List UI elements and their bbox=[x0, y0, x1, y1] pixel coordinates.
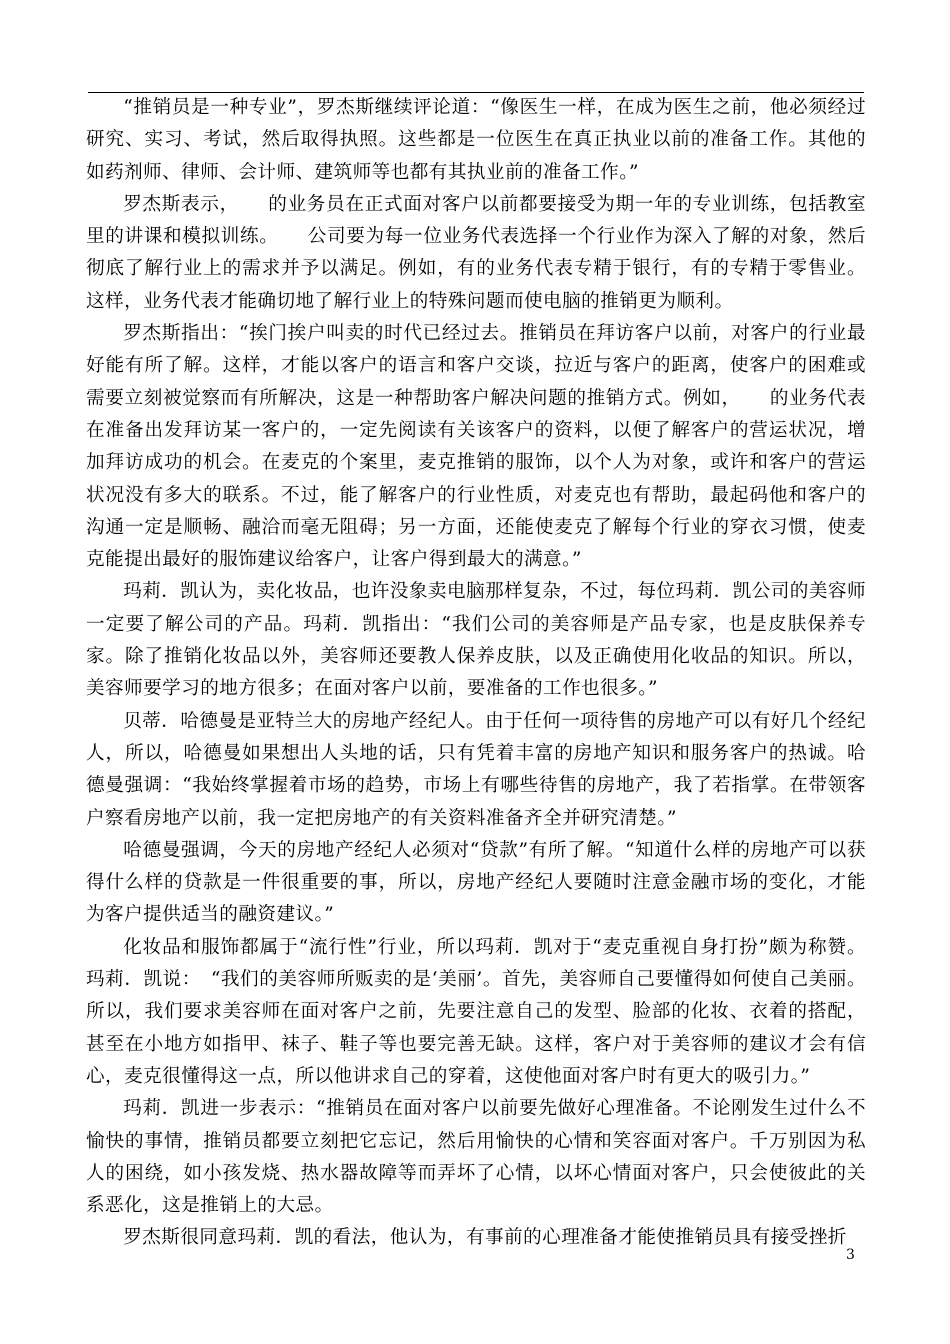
paragraph: 贝蒂．哈德曼是亚特兰大的房地产经纪人。由于任何一项待售的房地产可以有好几个经纪人，所以，哈德曼如果想出人头地的话，只有凭着丰富的房地产知识和服务客户的热诚。哈德曼强调：“我始终掌握着市场的趋势，市场上有哪些待售的房地产，我了若指掌。在带领客户察看房地产以前，我一定把房地产的有关资料准备齐全并研究清楚。” bbox=[86, 710, 866, 829]
paragraph: “推销员是一种专业”，罗杰斯继续评论道：“像医生一样，在成为医生之前，他必须经过研究、实习、考试，然后取得执照。这些都是一位医生在真正执业以前的准备工作。其他的如药剂师、律师、会计师、建筑师等也都有其执业前的准备工作。” bbox=[86, 97, 866, 183]
paragraph: 哈德曼强调，今天的房地产经纪人必须对“贷款”有所了解。“知道什么样的房地产可以获得什么样的贷款是一件很重要的事，所以，房地产经纪人要随时注意金融市场的变化，才能为客户提供适当的融资建议。” bbox=[86, 839, 866, 926]
paragraph: 玛莉．凯认为，卖化妆品，也许没象卖电脑那样复杂，不过，每位玛莉．凯公司的美容师一定要了解公司的产品。玛莉．凯指出：“我们公司的美容师是产品专家，也是皮肤保养专家。除了推销化妆品以外，美容师还要教人保养皮肤，以及正确使用化收品的知识。所以，美容师要学习的地方很多；在面对客户以前，要准备的工作也很多。” bbox=[86, 581, 866, 700]
paragraph: 罗杰斯表示， 的业务员在正式面对客户以前都要接受为期一年的专业训练，包括教室里的讲课和模拟训练。 公司要为每一位业务代表选择一个行业作为深入了解的对象，然后彻底了解行业上的需求并予以满足。例如，有的业务代表专精于银行，有的专精于零售业。这样，业务代表才能确切地了解行业上的特殊问题而使电脑的推销更为顺利。 bbox=[86, 193, 866, 312]
paragraph: 罗杰斯很同意玛莉．凯的看法，他认为，有事前的心理准备才能使推销员具有接受挫折 bbox=[123, 1227, 847, 1249]
paragraph: 玛莉．凯进一步表示：“推销员在面对客户以前要先做好心理准备。不论刚发生过什么不愉快的事情，推销员都要立刻把它忘记，然后用愉快的心情和笑容面对客户。千万别因为私人的困绕，如小孩发烧、热水器故障等而弄坏了心情，以坏心情面对客户，只会使彼此的关系恶化，这是推销上的大忌。 bbox=[86, 1098, 866, 1217]
paragraph: 化妆品和服饰都属于“流行性”行业，所以玛莉．凯对于“麦克重视自身打扮”颇为称赞。玛莉．凯说： “我们的美容师所贩卖的是‘美丽’。首先，美容师自己要懂得如何使自己美丽。所以，我们要求美容师在面对客户之前，先要注意自己的发型、脸部的化妆、衣着的搭配，甚至在小地方如指甲、袜子、鞋子等也要完善无缺。这样，客户对于美容师的建议才会有信心，麦克很懂得这一点，所以他讲求自己的穿着，这使他面对客户时有更大的吸引力。” bbox=[86, 936, 866, 1087]
body-text bbox=[86, 92, 866, 1255]
page-number: 3 bbox=[846, 1247, 855, 1263]
paragraph: 罗杰斯指出：“挨门挨户叫卖的时代已经过去。推销员在拜访客户以前，对客户的行业最好能有所了解。这样，才能以客户的语言和客户交谈，拉近与客户的距离，使客户的困难或需要立刻被觉察而有所解决，这是一种帮助客户解决问题的推销方式。例如， 的业务代表在准备出发拜访某一客户的，一定先阅读有关该客户的资料，以便了解客户的营运状况，增加拜访成功的机会。在麦克的个案里，麦克推销的服饰，以个人为对象，或许和客户的营运状况没有多大的联系。不过，能了解客户的行业性质，对麦克也有帮助，最起码他和客户的沟通一定是顺畅、融洽而毫无阻碍；另一方面，还能使麦克了解每个行业的穿衣习惯，使麦克能提出最好的服饰建议给客户，让客户得到最大的满意。” bbox=[86, 323, 866, 571]
